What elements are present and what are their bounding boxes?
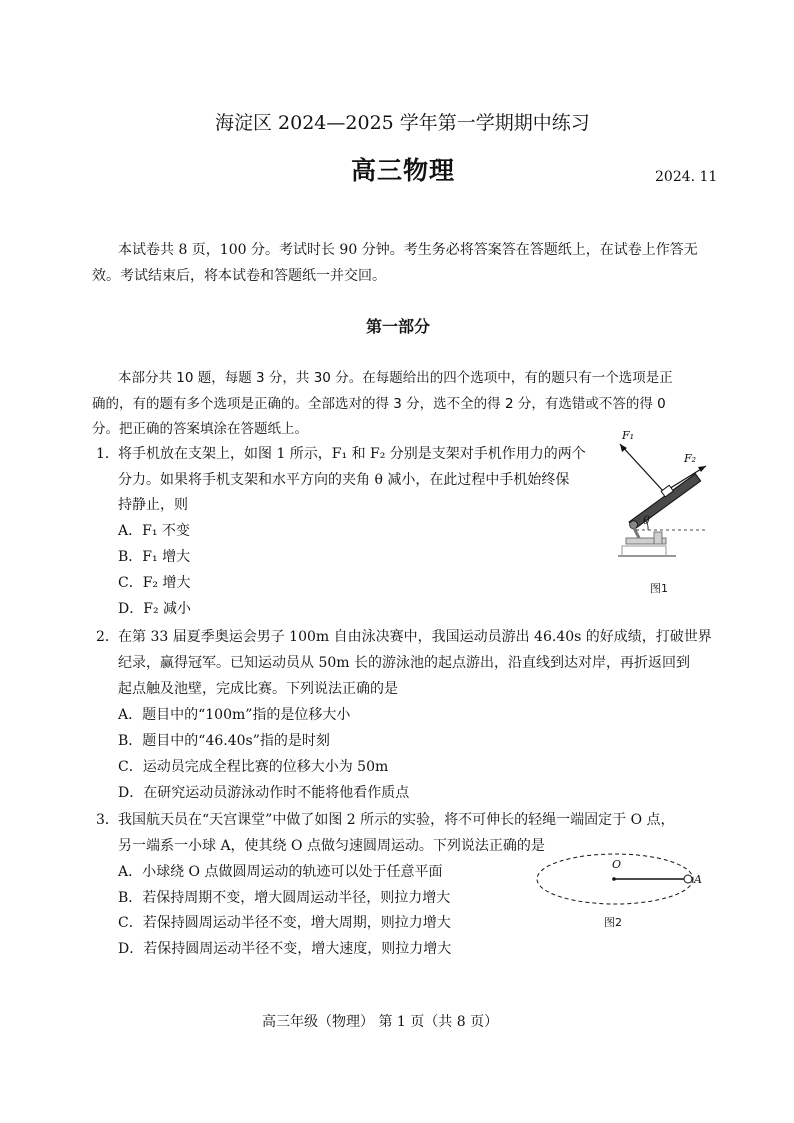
option-b: B．F₁ 增大 <box>118 549 191 565</box>
subject-title: 高三物理 <box>351 156 456 185</box>
question-text-line: 起点触及池壁，完成比赛。下列说法正确的是 <box>118 681 398 697</box>
exam-date: 2024. 11 <box>655 169 718 185</box>
option-b: B．题目中的“46.40s”指的是时刻 <box>118 733 330 749</box>
label-f2: F₂ <box>684 452 697 465</box>
instructions-line-1: 本试卷共 8 页，100 分。考试时长 90 分钟。考生务必将答案答在答题纸上，在试卷上作答无 <box>118 242 698 258</box>
option-a: A．F₁ 不变 <box>118 523 190 539</box>
option-c: C．F₂ 增大 <box>118 575 191 591</box>
option-c: C．若保持圆周运动半径不变，增大周期，则拉力增大 <box>118 915 451 931</box>
part-intro-line-3: 分。把正确的答案填涂在答题纸上。 <box>92 421 308 437</box>
part-intro-line-1: 本部分共 10 题，每题 3 分，共 30 分。在每题给出的四个选项中，有的题只有一个选项是正 <box>118 370 673 386</box>
option-d: D．在研究运动员游泳动作时不能将他看作质点 <box>118 785 410 801</box>
option-c: C．运动员完成全程比赛的位移大小为 50m <box>118 759 389 775</box>
label-f1: F₁ <box>622 429 635 442</box>
part-heading: 第一部分 <box>366 317 431 336</box>
figure-2-circular-motion <box>536 852 712 916</box>
question-text-line: 我国航天员在“天宫课堂”中做了如图 2 所示的实验，将不可伸长的轻绳一端固定于 O 点， <box>118 812 675 828</box>
figure-2-caption: 图2 <box>604 916 622 929</box>
option-b: B．若保持周期不变，增大圆周运动半径，则拉力增大 <box>118 890 451 906</box>
option-a: A．小球绕 O 点做圆周运动的轨迹可以处于任意平面 <box>118 864 443 880</box>
question-number: 2． <box>96 629 119 645</box>
question-text-line: 持静止，则 <box>118 497 188 513</box>
instructions-line-2: 效。考试结束后，将本试卷和答题纸一并交回。 <box>92 268 386 284</box>
option-d: D．若保持圆周运动半径不变，增大速度，则拉力增大 <box>118 941 452 957</box>
question-text-line: 纪录，赢得冠军。已知运动员从 50m 长的游泳池的起点游出，沿直线到达对岸，再折返回到 <box>118 655 690 671</box>
question-text-line: 将手机放在支架上，如图 1 所示，F₁ 和 F₂ 分别是支架对手机作用力的两个 <box>118 446 586 462</box>
question-number: 1． <box>96 446 119 462</box>
page-footer: 高三年级（物理） 第 1 页（共 8 页） <box>262 1014 499 1030</box>
exam-title: 海淀区 2024—2025 学年第一学期期中练习 <box>215 112 590 134</box>
question-text-line: 分力。如果将手机支架和水平方向的夹角 θ 减小，在此过程中手机始终保 <box>118 472 570 488</box>
part-intro-line-2: 确的，有的题有多个选项是正确的。全部选对的得 3 分，选不全的得 2 分，有选错或不答的得 0 <box>92 396 666 412</box>
label-theta: θ <box>643 514 650 527</box>
label-ball-a: A <box>694 873 702 886</box>
figure-1-caption: 图1 <box>650 582 668 595</box>
question-text-line: 另一端系一小球 A，使其绕 O 点做匀速圆周运动。下列说法正确的是 <box>118 838 545 854</box>
question-number: 3． <box>96 812 119 828</box>
option-d: D．F₂ 减小 <box>118 601 192 617</box>
option-a: A．题目中的“100m”指的是位移大小 <box>118 707 351 723</box>
question-text-line: 在第 33 届夏季奥运会男子 100m 自由泳决赛中，我国运动员游出 46.40s 的好成绩，打破世界 <box>118 629 712 645</box>
label-point-o: O <box>612 858 622 871</box>
figure-1-phone-stand <box>596 428 716 578</box>
